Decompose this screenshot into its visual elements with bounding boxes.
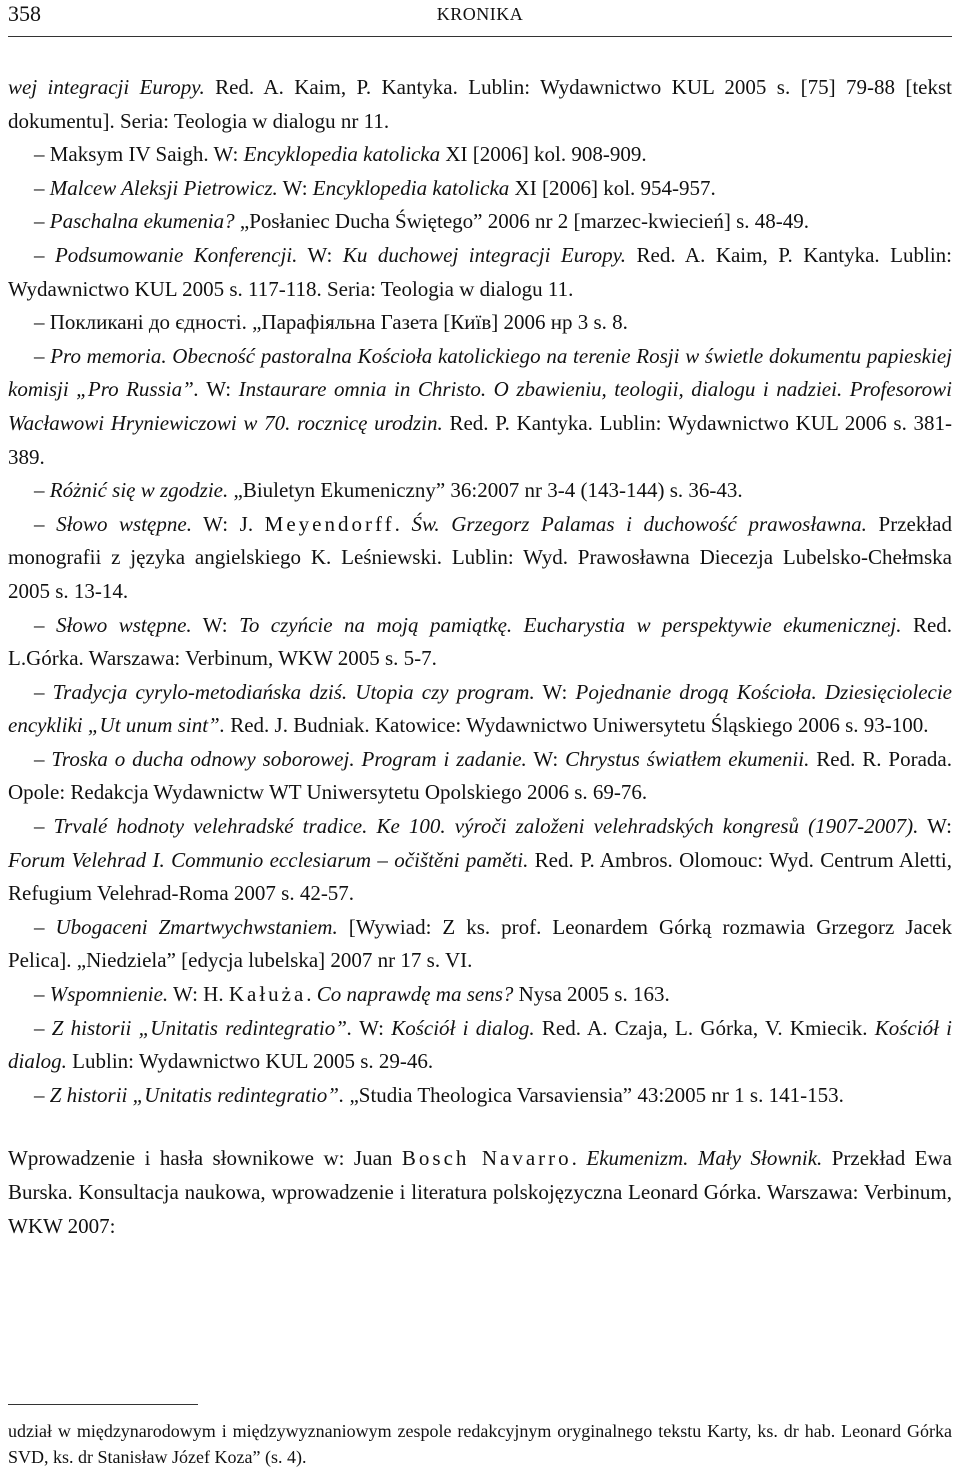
- bibliography-entry: – Trvalé hodnoty velehradské tradice. Ke 100. výroči založeni velehradských kongresů (1907-2007). W: Forum Velehrad I. Communio ecclesiarum – očištěni paměti. Red. P. Ambros. Olomouc: Wyd. Centrum Aletti, Refugium Velehrad-Roma 2007 s. 42-57.: [8, 814, 952, 906]
- footnote: udział w międzynarodowym i międzywyznaniowym zespole redakcyjnym oryginalnego tekstu Karty, ks. dr hab. Leonard Górka SVD, ks. dr Stanisław Józef Koza” (s. 4).: [8, 1421, 952, 1467]
- running-head: KRONIKA: [436, 4, 524, 24]
- bibliography-entry: – Maksym IV Saigh. W: Encyklopedia katolicka XI [2006] kol. 908-909.: [34, 142, 647, 167]
- bibliography-entry: – Wspomnienie. W: H. Kałuża. Co naprawdę ma sens? Nysa 2005 s. 163.: [34, 982, 670, 1007]
- bibliography-entry: wej integracji Europy. Red. A. Kaim, P. Kantyka. Lublin: Wydawnictwo KUL 2005 s. [75] 79-88 [tekst dokumentu]. Seria: Teologia w dialogu nr 11.: [8, 75, 952, 133]
- bibliography-entry: – Troska o ducha odnowy soborowej. Program i zadanie. W: Chrystus światłem ekumenii. Red. R. Porada. Opole: Redakcja Wydawnictw WT Uniwersytetu Opolskiego 2006 s. 69-76.: [8, 746, 952, 805]
- bibliography-entry: – Różnić się w zgodzie. „Biuletyn Ekumeniczny” 36:2007 nr 3-4 (143-144) s. 36-43.: [34, 478, 743, 503]
- bibliography-entry: – Z historii „Unitatis redintegratio”. „Studia Theologica Varsaviensia” 43:2005 nr 1 s. 141-153.: [34, 1082, 844, 1107]
- bibliography-list: [8, 71, 952, 1243]
- bibliography-entry: – Покликані до єдності. „Парафіяльна Газета [Київ] 2006 нр 3 s. 8.: [34, 310, 628, 335]
- bibliography-entry: – Pro memoria. Obecność pastoralna Kościoła katolickiego na terenie Rosji w świetle dokumentu papieskiej komisji „Pro Russia”. W: Instaurare omnia in Christo. O zbawieniu, teologii, dialogu i nadziei. Profesorowi Wacławowi Hryniewiczowi w 70. rocznicę urodzin. Red. P. Kantyka. Lublin: Wydawnictwo KUL 2006 s. 381-389.: [8, 343, 952, 469]
- bibliography-entry: – Z historii „Unitatis redintegratio”. W: Kościół i dialog. Red. A. Czaja, L. Górka, V. Kmiecik. Kościół i dialog. Lublin: Wydawnictwo KUL 2005 s. 29-46.: [8, 1015, 952, 1074]
- page-number: 358: [8, 1, 41, 26]
- bibliography-entry: – Podsumowanie Konferencji. W: Ku duchowej integracji Europy. Red. A. Kaim, P. Kantyka. Lublin: Wydawnictwo KUL 2005 s. 117-118. Seria: Teologia w dialogu 11.: [8, 242, 952, 301]
- page-header: [8, 0, 952, 36]
- bibliography-entry: – Paschalna ekumenia? „Posłaniec Ducha Świętego” 2006 nr 2 [marzec-kwiecień] s. 48-49.: [34, 209, 810, 234]
- bibliography-entry: – Ubogaceni Zmartwychwstaniem. [Wywiad: Z ks. prof. Leonardem Górką rozmawia Grzegorz Jacek Pelica]. „Niedziela” [edycja lubelska] 2007 nr 17 s. VI.: [8, 914, 952, 973]
- bibliography-entry: – Tradycja cyrylo-metodiańska dziś. Utopia czy program. W: Pojednanie drogą Kościoła. Dziesięciolecie encykliki „Ut unum sint”. Red. J. Budniak. Katowice: Wydawnictwo Uniwersytetu Śląskiego 2006 s. 93-100.: [8, 679, 953, 738]
- footnote-rule: [8, 1404, 198, 1405]
- bibliography-paragraph: Wprowadzenie i hasła słownikowe w: Juan Bosch Navarro. Ekumenizm. Mały Słownik. Przekład Ewa Burska. Konsultacja naukowa, wprowadzenie i literatura polskojęzyczna Leonard Górka. Warszawa: Verbinum, WKW 2007:: [8, 1146, 952, 1238]
- header-rule: [8, 36, 952, 37]
- bibliography-entry: – Słowo wstępne. W: To czyńcie na moją pamiątkę. Eucharystia w perspektywie ekumenicznej. Red. L.Górka. Warszawa: Verbinum, WKW 2005 s. 5-7.: [8, 612, 953, 671]
- bibliography-entry: – Słowo wstępne. W: J. Meyendorff. Św. Grzegorz Palamas i duchowość prawosławna. Przekład monografii z języka angielskiego K. Leśniewski. Lublin: Wyd. Prawosławna Diecezja Lubelsko-Chełmska 2005 s. 13-14.: [8, 511, 952, 603]
- bibliography-entry: – Malcew Aleksji Pietrowicz. W: Encyklopedia katolicka XI [2006] kol. 954-957.: [34, 175, 716, 200]
